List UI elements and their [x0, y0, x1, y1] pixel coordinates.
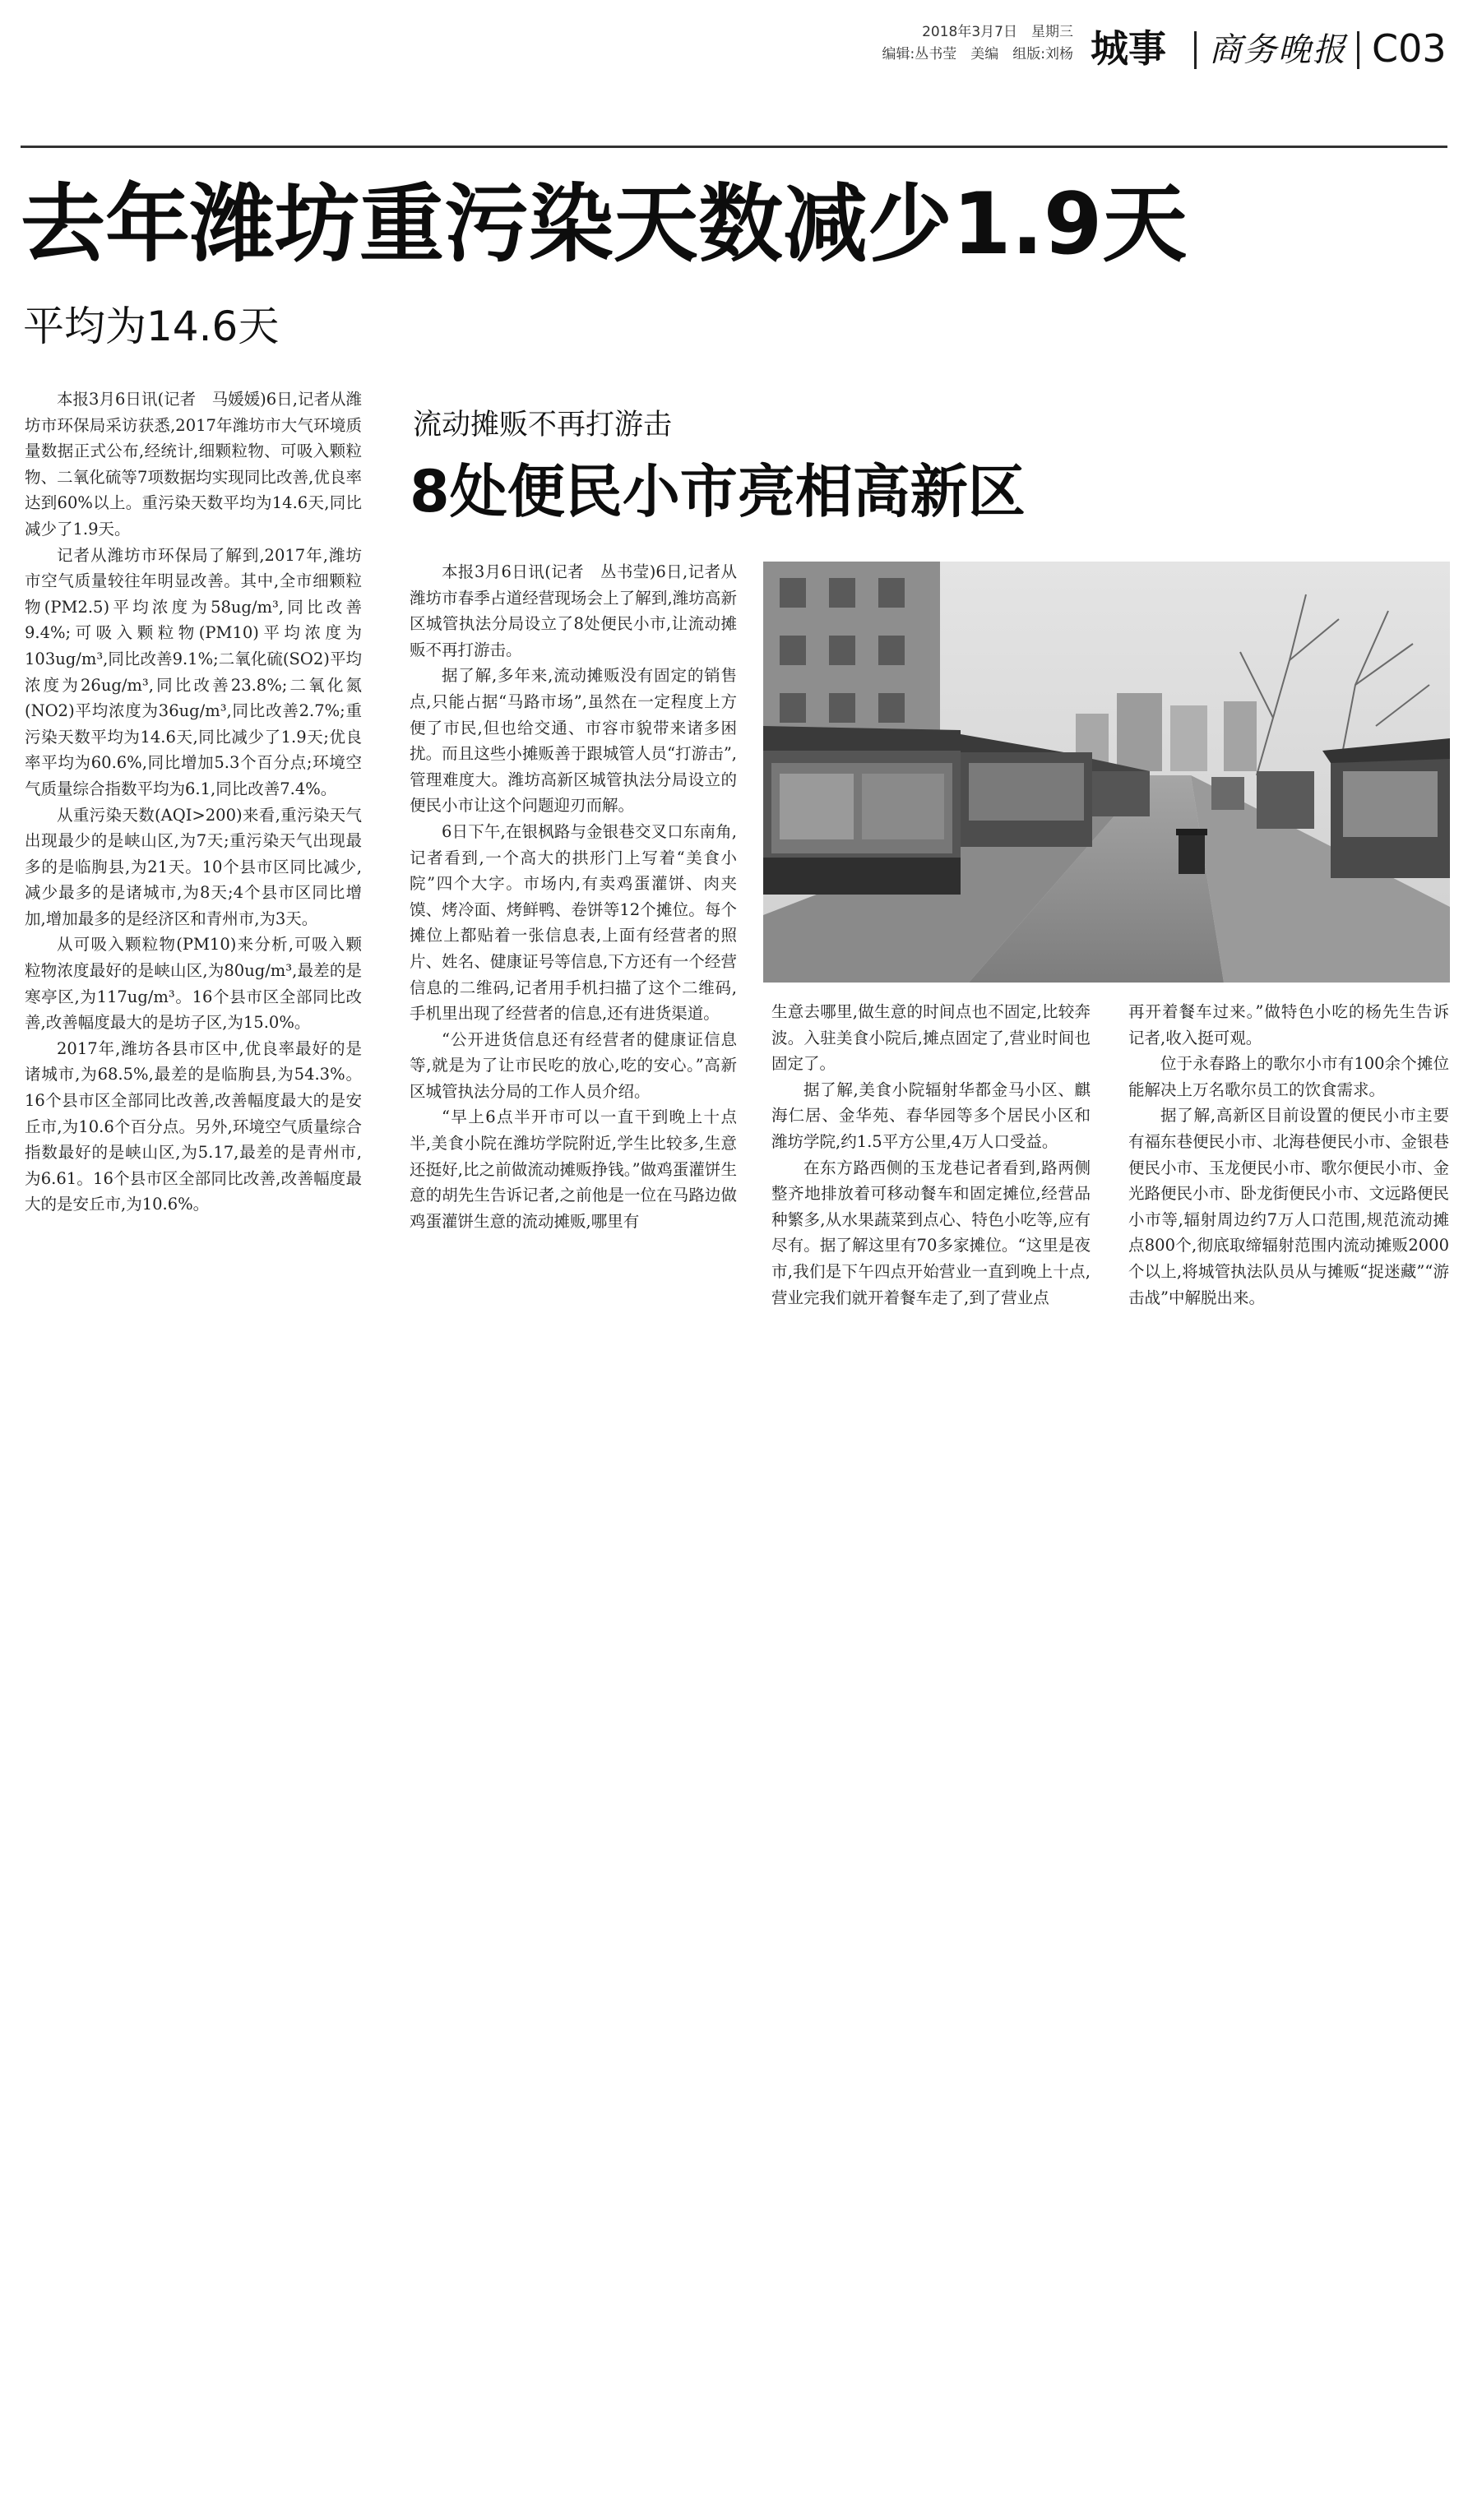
- article2-paragraph-continued: 生意去哪里,做生意的时间点也不固定,比较奔波。入驻美食小院后,摊点固定了,营业时间也固定了。: [771, 1002, 1091, 1074]
- article1-paragraph: 记者从潍坊市环保局了解到,2017年,潍坊市空气质量较往年明显改善。其中,全市细颗粒物(PM2.5)平均浓度为58ug/m³,同比改善9.4%;可吸入颗粒物(PM10)平均浓度为103ug/m³,同比改善9.1%;二氧化硫(SO2)平均浓度为26ug/m³,同比改善23.8%;二氧化氮(NO2)平均浓度为36ug/m³,同比改善2.7%;重污染天数平均为14.6天,同比减少了1.9天;优良率平均为60.6%,同比增加5.3个百分点;环境空气质量综合指数平均为6.1,同比改善7.4%。: [25, 545, 362, 798]
- article2-headline: 8处便民小市亮相高新区: [410, 458, 1026, 525]
- article1-paragraph: 本报3月6日讯(记者 马媛媛)6日,记者从潍坊市环保局采访获悉,2017年潍坊市大气环境质量数据正式公布,经统计,细颗粒物、可吸入颗粒物、二氧化硫等7项数据均实现同比改善,优良率达到60%以上。重污染天数平均为14.6天,同比减少了1.9天。: [25, 390, 362, 539]
- article2-paragraph: 在东方路西侧的玉龙巷记者看到,路两侧整齐地排放着可移动餐车和固定摊位,经营品种繁多,从水果蔬菜到点心、特色小吃等,应有尽有。据了解这里有70多家摊位。“这里是夜市,我们是下午四点开始营业一直到晚上十点,营业完我们就开着餐车走了,到了营业点: [771, 1158, 1091, 1307]
- editor-credits: 编辑:丛书莹 美编 组版:刘杨: [882, 46, 1073, 62]
- article1-subheadline: 平均为14.6天: [23, 303, 280, 350]
- header-divider: [1357, 31, 1359, 69]
- page-number: C03: [1372, 26, 1447, 71]
- article2-column-1: [410, 559, 737, 1234]
- article1-body: [25, 386, 362, 1218]
- article2-paragraph: 据了解,多年来,流动摊贩没有固定的销售点,只能占据“马路市场”,虽然在一定程度上方便了市民,但也给交通、市容市貌带来诸多困扰。而且这些小摊贩善于跟城管人员“打游击”,管理难度大。潍坊高新区城管执法分局设立的便民小市让这个问题迎刃而解。: [410, 666, 737, 816]
- article2-paragraph: 6日下午,在银枫路与金银巷交叉口东南角,记者看到,一个高大的拱形门上写着“美食小院”四个大字。市场内,有卖鸡蛋灌饼、肉夹馍、烤冷面、烤鲜鸭、卷饼等12个摊位。每个摊位上都贴着一张信息表,上面有经营者的照片、姓名、健康证号等信息,下方还有一个经营信息的二维码,记者用手机扫描了这个二维码,手机里出现了经营者的信息,还有进货渠道。: [410, 821, 737, 1024]
- article1-paragraph: 2017年,潍坊各县市区中,优良率最好的是诸城市,为68.5%,最差的是临朐县,为54.3%。16个县市区全部同比改善,改善幅度最大的是安丘市,为10.6个百分点。另外,环境空气质量综合指数最好的是峡山区,为5.17,最差的是青州市,为6.61。16个县市区全部同比改善,改善幅度最大的是安丘市,为10.6%。: [25, 1038, 362, 1214]
- street-market-photo: [763, 562, 1450, 983]
- article2-column-3: [1128, 999, 1449, 1311]
- section-name: 城事: [1091, 26, 1166, 71]
- masthead-meta: [822, 21, 1073, 66]
- article2-paragraph: “早上6点半开市可以一直干到晚上十点半,美食小院在潍坊学院附近,学生比较多,生意还挺好,比之前做流动摊贩挣钱。”做鸡蛋灌饼生意的胡先生告诉记者,之前他是一位在马路边做鸡蛋灌饼生意的流动摊贩,哪里有: [410, 1107, 737, 1231]
- article2-paragraph: 位于永春路上的歌尔小市有100余个摊位能解决上万名歌尔员工的饮食需求。: [1128, 1054, 1449, 1099]
- article1-paragraph: 从重污染天数(AQI>200)来看,重污染天气出现最少的是峡山区,为7天;重污染天气出现最多的是临朐县,为21天。10个县市区同比减少,减少最多的是诸城市,为8天;4个县市区同比增加,增加最多的是经济区和青州市,为3天。: [25, 805, 362, 928]
- article2-paragraph: 本报3月6日讯(记者 丛书莹)6日,记者从潍坊市春季占道经营现场会上了解到,潍坊高新区城管执法分局设立了8处便民小市,让流动摊贩不再打游击。: [410, 562, 737, 659]
- article2-column-2: [771, 999, 1091, 1311]
- newspaper-logo: 商务晚报: [1209, 31, 1347, 69]
- article2-paragraph: 据了解,高新区目前设置的便民小市主要有福东巷便民小市、北海巷便民小市、金银巷便民小市、玉龙便民小市、歌尔便民小市、金光路便民小市、卧龙街便民小市、文远路便民小市等,辐射周边约7万人口范围,规范流动摊点800个,彻底取缔辐射范围内流动摊贩2000个以上,将城管执法队员从与摊贩“捉迷藏”“游击战”中解脱出来。: [1128, 1106, 1450, 1307]
- article1-paragraph: 从可吸入颗粒物(PM10)来分析,可吸入颗粒物浓度最好的是峡山区,为80ug/m³,最差的是寒亭区,为117ug/m³。16个县市区全部同比改善,改善幅度最大的是坊子区,为15.0%。: [25, 935, 362, 1033]
- header-divider: [1194, 31, 1197, 69]
- article2-paragraph: 据了解,美食小院辐射华都金马小区、麒海仁居、金华苑、春华园等多个居民小区和潍坊学院,约1.5平方公里,4万人口受益。: [771, 1080, 1091, 1151]
- article2-paragraph: “公开进货信息还有经营者的健康证信息等,就是为了让市民吃的放心,吃的安心。”高新区城管执法分局的工作人员介绍。: [410, 1029, 737, 1101]
- article2-paragraph-continued: 再开着餐车过来。”做特色小吃的杨先生告诉记者,收入挺可观。: [1128, 1002, 1449, 1047]
- article1-headline: 去年潍坊重污染天数减少1.9天: [21, 175, 1188, 274]
- article2-kicker: 流动摊贩不再打游击: [413, 409, 673, 442]
- issue-date: 2018年3月7日 星期三: [922, 24, 1073, 40]
- header-rule: [21, 146, 1447, 148]
